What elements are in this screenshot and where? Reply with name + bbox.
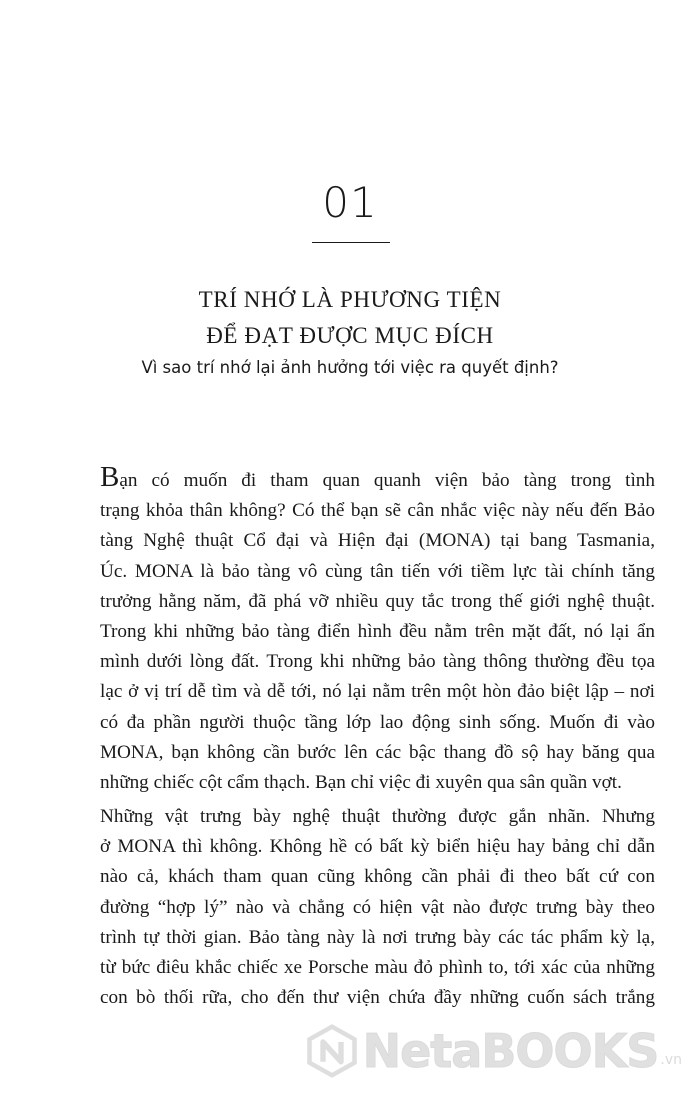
text-line: Bạn có muốn đi tham quan quanh viện bảo tàng trong tình [100,461,655,493]
text-line: Trong khi những bảo tàng điển hình đều nằm trên mặt đất, nó lại ẩn [100,620,655,642]
text-line: nào cả, khách tham quan cũng không cần phải đi theo bất cứ con [100,866,655,888]
text-line: đường “hợp lý” nào và chẳng có hiện vật nào được trưng bày theo [100,896,655,918]
chapter-number: 01 [322,178,378,227]
text-line: trạng khỏa thân không? Có thể bạn sẽ cân nhắc việc này nếu đến Bảo [100,500,655,522]
text-line: có đa phần người thuộc tầng lớp lao động sinh sống. Muốn đi vào [100,711,655,733]
text-line: tàng Nghệ thuật Cổ đại và Hiện đại (MONA) tại bang Tasmania, [100,530,655,552]
netabooks-logo-icon [305,1024,359,1078]
text-line: Những vật trưng bày nghệ thuật thường được gắn nhãn. Nhưng [100,806,655,828]
text-line: những chiếc cột cẩm thạch. Bạn chỉ việc đi xuyên qua sân quần vợt. [100,771,622,793]
chapter-title-line: TRÍ NHỚ LÀ PHƯƠNG TIỆN [198,287,502,312]
text-line: từ bức điêu khắc chiếc xe Porsche màu đỏ phình to, tới xác của những [100,957,655,978]
body-text [100,461,655,1013]
text-line: mình dưới lòng đất. Trong khi những bảo tàng thông thường đều tọa [100,651,655,673]
text-line: trình tự thời gian. Bảo tàng này là nơi trưng bày các tác phẩm kỳ lạ, [100,926,655,948]
text-line: trưởng hằng năm, đã phá vỡ nhiều quy tắc trong thế giới nghệ thuật. [100,590,655,612]
text-line: MONA, bạn không cần bước lên các bậc thang đồ sộ hay băng qua [100,741,655,763]
chapter-divider [312,242,390,243]
paragraph [100,461,655,798]
watermark [305,1024,682,1078]
text-line: lạc ở vị trí dễ tìm và dễ tới, nó lại nằm trên một hòn đảo biệt lập – nơi [100,681,655,703]
dropcap: B [100,461,120,493]
watermark-suffix: .vn [660,1052,682,1068]
chapter-subtitle: Vì sao trí nhớ lại ảnh hưởng tới việc ra quyết định? [141,358,559,377]
paragraph [100,802,655,1013]
chapter-title-line: ĐỂ ĐẠT ĐƯỢC MỤC ĐÍCH [206,323,494,348]
chapter-title [0,282,700,354]
text-line: Úc. MONA là bảo tàng vô cùng tân tiến với tiềm lực tài chính tăng [100,560,655,582]
text-line: con bò thối rữa, cho đến thư viện chứa đầy những cuốn sách trắng [100,987,655,1009]
watermark-text: NetaBOOKS [362,1024,659,1078]
text-line: ở MONA thì không. Không hề có bất kỳ biển hiệu hay bảng chỉ dẫn [100,836,655,858]
